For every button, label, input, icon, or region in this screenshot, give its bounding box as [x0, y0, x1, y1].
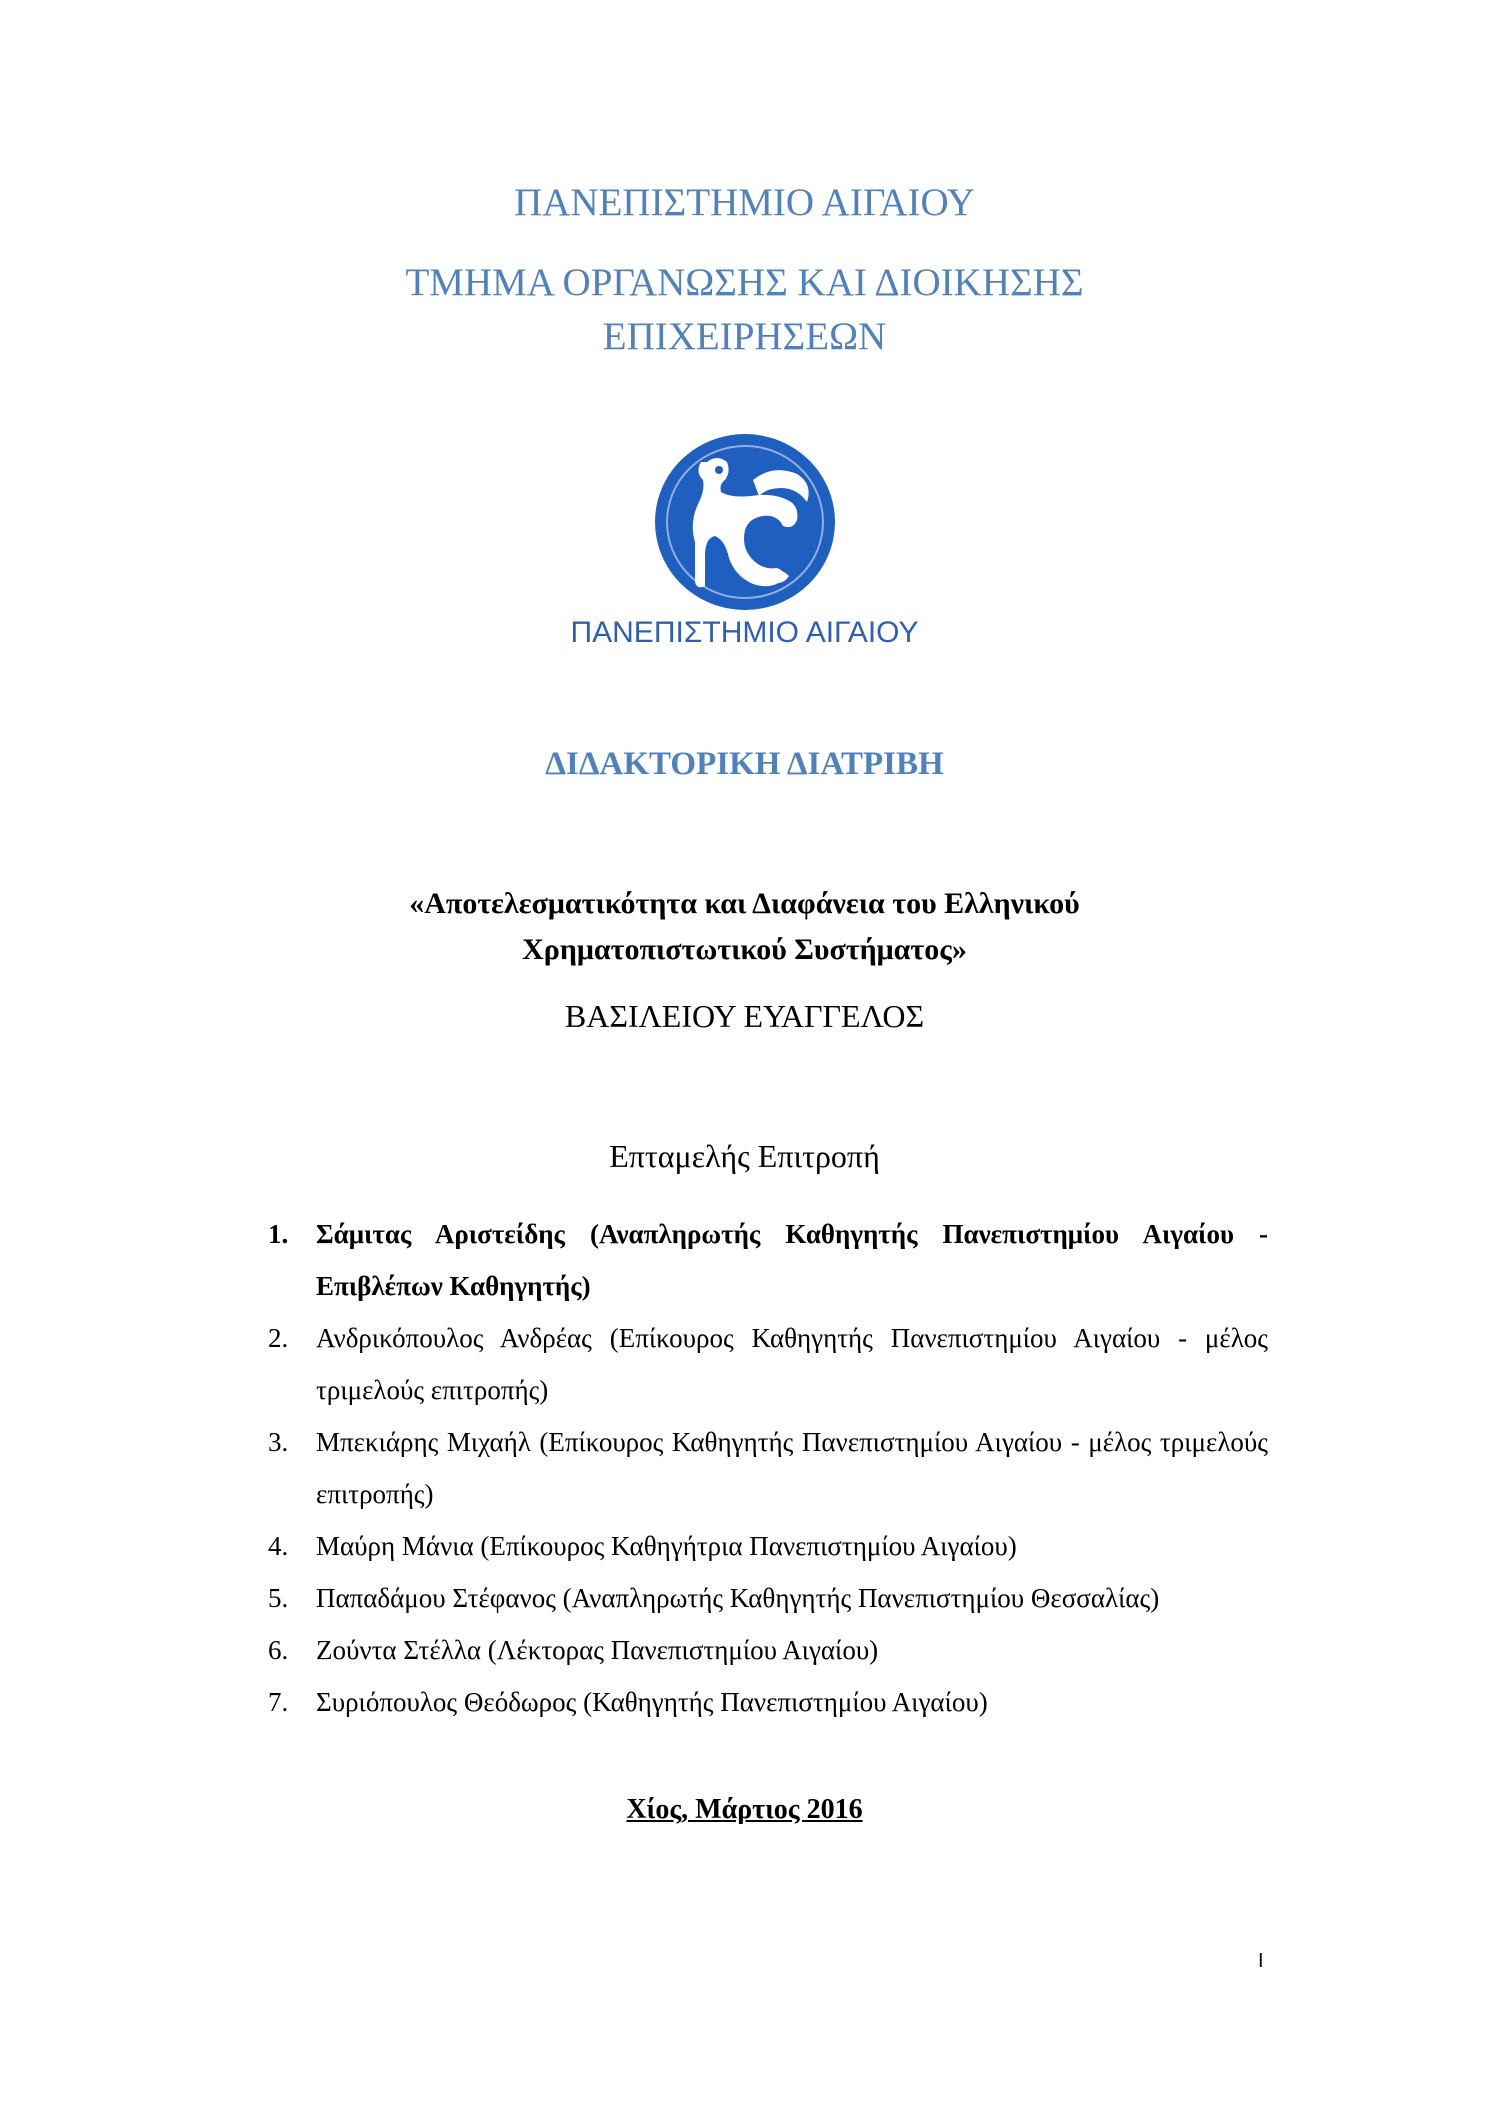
committee-list: [268, 1208, 1268, 1728]
member-number: 3.: [268, 1427, 289, 1457]
committee-member: [268, 1676, 1268, 1728]
place-date: Χίος, Μάρτιος 2016: [626, 1794, 863, 1825]
member-text: Μπεκιάρης Μιχαήλ (Επίκουρος Καθηγητής Πανεπιστημίου Αιγαίου - μέλος τριμελούς επιτροπής): [316, 1427, 1268, 1509]
member-text: Ζούντα Στέλλα (Λέκτορας Πανεπιστημίου Αιγαίου): [316, 1635, 879, 1665]
member-number: 6.: [268, 1635, 289, 1665]
committee-member: [268, 1572, 1268, 1624]
committee-member: [268, 1520, 1268, 1572]
member-text: Σάμιτας Αριστείδης (Αναπληρωτής Καθηγητής Πανεπιστημίου Αιγαίου - Επιβλέπων Καθηγητής): [316, 1219, 1268, 1301]
university-title: ΠΑΝΕΠΙΣΤΗΜΙΟ ΑΙΓΑΙΟΥ: [514, 181, 975, 224]
thesis-title-line1: «Αποτελεσματικότητα και Διαφάνεια του Ελληνικού: [409, 887, 1080, 920]
logo-caption: ΠΑΝΕΠΙΣΤΗΜΙΟ ΑΙΓΑΙΟΥ: [570, 616, 919, 649]
member-number: 4.: [268, 1531, 289, 1561]
committee-member: [268, 1312, 1268, 1416]
department-title-line2: ΕΠΙΧΕΙΡΗΣΕΩΝ: [602, 315, 887, 358]
committee-member: [268, 1208, 1268, 1312]
document-type: ΔΙΔΑΚΤΟΡΙΚΗ ΔΙΑΤΡΙΒΗ: [545, 746, 944, 782]
member-number: 2.: [268, 1323, 289, 1353]
department-title-line1: ΤΜΗΜΑ ΟΡΓΑΝΩΣΗΣ ΚΑΙ ΔΙΟΙΚΗΣΗΣ: [405, 261, 1084, 304]
member-number: 5.: [268, 1583, 289, 1613]
member-number: 1.: [268, 1219, 289, 1249]
committee-member: [268, 1624, 1268, 1676]
member-text: Συριόπουλος Θεόδωρος (Καθηγητής Πανεπιστημίου Αιγαίου): [316, 1687, 988, 1717]
committee-member: [268, 1416, 1268, 1520]
member-text: Μαύρη Μάνια (Επίκουρος Καθηγήτρια Πανεπιστημίου Αιγαίου): [316, 1531, 1017, 1561]
member-number: 7.: [268, 1687, 289, 1717]
member-text: Ανδρικόπουλος Ανδρέας (Επίκουρος Καθηγητής Πανεπιστημίου Αιγαίου - μέλος τριμελούς επιτροπής): [316, 1323, 1268, 1405]
member-text: Παπαδάμου Στέφανος (Αναπληρωτής Καθηγητής Πανεπιστημίου Θεσσαλίας): [316, 1583, 1160, 1613]
thesis-title-line2: Χρηματοπιστωτικού Συστήματος»: [522, 933, 967, 966]
page-number: I: [1258, 1950, 1264, 1972]
author-name: ΒΑΣΙΛΕΙΟΥ ΕΥΑΓΓΕΛΟΣ: [564, 998, 925, 1034]
university-seal-icon: [645, 422, 845, 622]
committee-heading: Επταμελής Επιτροπή: [609, 1138, 880, 1174]
